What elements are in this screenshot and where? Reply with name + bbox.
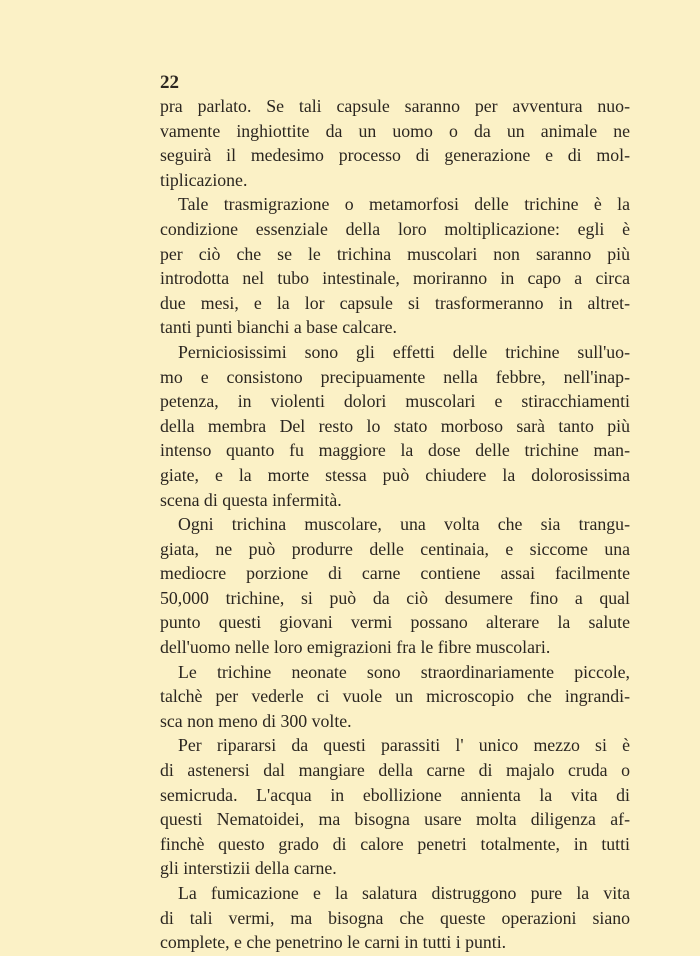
text-line: condizione essenziale della loro moltiplicazione: egli è — [160, 218, 630, 239]
text-line: mo e consistono precipuamente nella febbre, nell'inap- — [160, 366, 630, 387]
paragraph-start-line: Per ripararsi da questi parassiti l' unico mezzo si è — [178, 735, 630, 756]
text-line: petenza, in violenti dolori muscolari e stiracchiamenti — [160, 391, 630, 412]
text-line: pra parlato. Se tali capsule saranno per avventura nuo- — [160, 96, 630, 116]
paragraph-end-line: dell'uomo nelle loro emigrazioni fra le fibre muscolari. — [160, 637, 551, 658]
text-line: giata, ne può produrre delle centinaia, e siccome una — [160, 538, 630, 559]
text-line: di astenersi dal mangiare della carne di majalo cruda o — [160, 760, 630, 781]
body-text — [160, 94, 630, 955]
text-line: per ciò che se le trichina muscolari non saranno più — [160, 243, 630, 264]
paragraph-end-line: gli interstizii della carne. — [160, 858, 337, 879]
paragraph-start-line: Le trichine neonate sono straordinariamente piccole, — [178, 661, 630, 682]
text-line: semicruda. L'acqua in ebollizione annienta la vita di — [160, 784, 630, 805]
page-number: 22 — [160, 72, 179, 93]
text-line: mediocre porzione di carne contiene assai facilmente — [160, 563, 630, 584]
paragraph-end-line: sca non meno di 300 volte. — [160, 710, 352, 731]
text-line: due mesi, e la lor capsule si trasformeranno in altret- — [160, 292, 630, 313]
text-line: della membra Del resto lo stato morboso sarà tanto più — [160, 415, 630, 436]
text-line: seguirà il medesimo processo di generazione e di mol- — [160, 145, 630, 166]
paragraph-start-line: Perniciosissimi sono gli effetti delle trichine sull'uo- — [178, 341, 630, 362]
paragraph-start-line: Ogni trichina muscolare, una volta che sia trangu- — [178, 514, 630, 535]
paragraph-end-line: scena di questa infermità. — [160, 489, 342, 510]
paragraph-start-line: La fumicazione e la salatura distruggono pure la vita — [178, 883, 630, 903]
paragraph-end-line: tiplicazione. — [160, 169, 248, 190]
text-line: finchè questo grado di calore penetri totalmente, in tutti — [160, 833, 630, 854]
text-line: di tali vermi, ma bisogna che queste operazioni siano — [160, 907, 630, 928]
text-line: talchè per vederle ci vuole un microscopio che ingrandi- — [160, 686, 630, 707]
text-line: giate, e la morte stessa può chiudere la dolorosissima — [160, 464, 630, 485]
text-line: introdotta nel tubo intestinale, moriranno in capo a circa — [160, 268, 630, 289]
text-line: 50,000 trichine, si può da ciò desumere fino a qual — [160, 587, 630, 608]
paragraph-end-line: complete, e che penetrino le carni in tutti i punti. — [160, 932, 507, 953]
text-line: vamente inghiottite da un uomo o da un animale ne — [160, 120, 630, 141]
text-line: punto questi giovani vermi possano alterare la salute — [160, 612, 630, 633]
paragraph-start-line: Tale trasmigrazione o metamorfosi delle trichine è la — [178, 194, 630, 215]
text-line: intenso quanto fu maggiore la dose delle trichine man- — [160, 440, 630, 461]
text-line: questi Nematoidei, ma bisogna usare molta diligenza af- — [160, 809, 630, 830]
paragraph-end-line: tanti punti bianchi a base calcare. — [160, 317, 397, 338]
